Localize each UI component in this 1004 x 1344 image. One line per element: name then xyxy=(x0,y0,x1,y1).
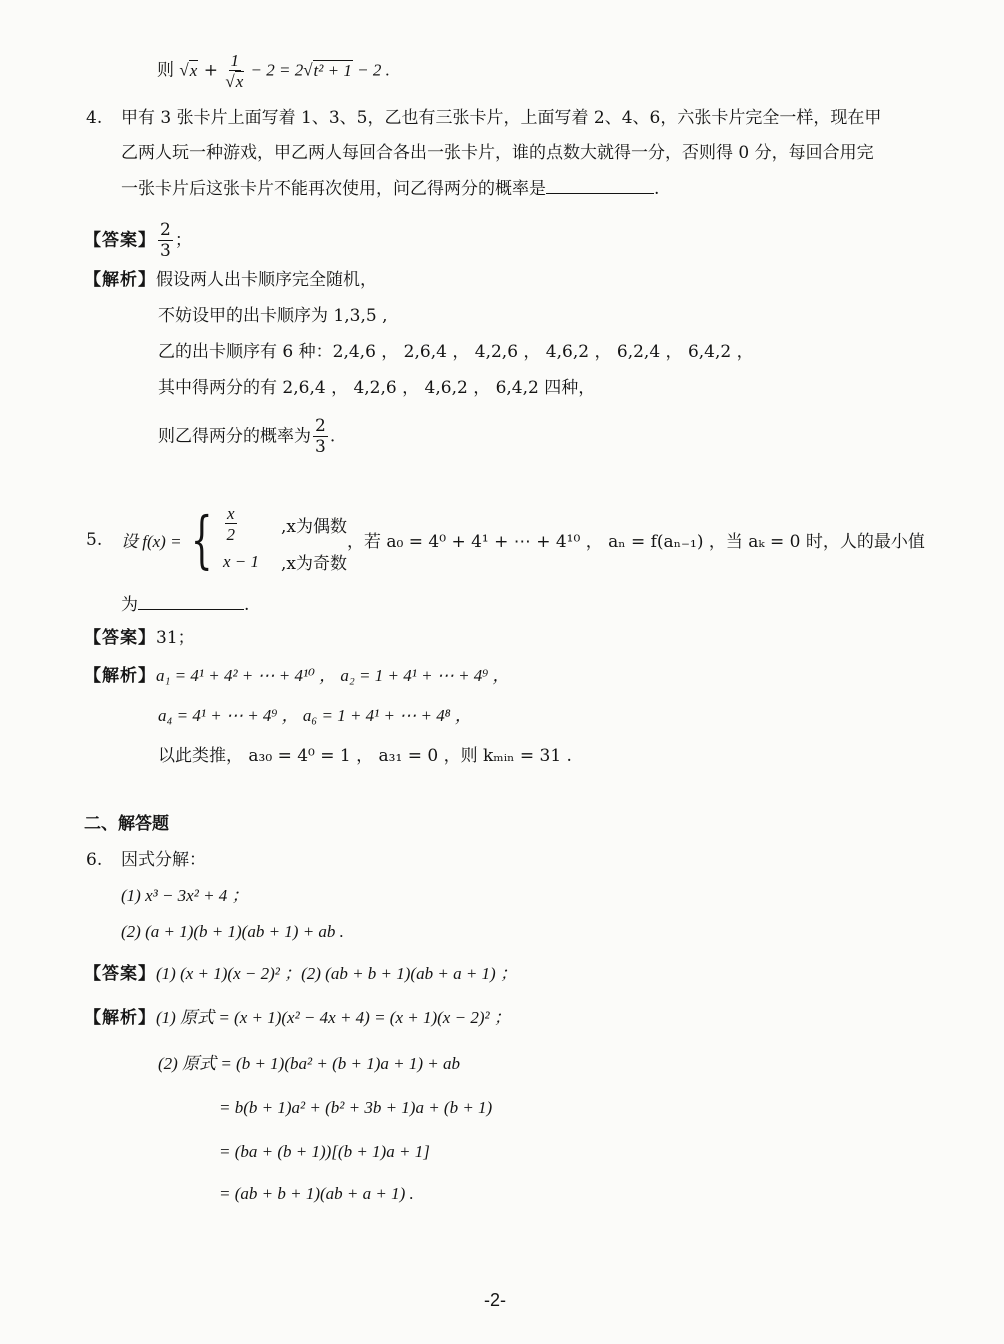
sqrt-x: x xyxy=(189,60,198,80)
continuation-equation: 则 √x + $\frac{1}{√x}$ − 2 = 2√t² + 1 − 2 . xyxy=(157,51,390,91)
fraction-one-over-sqrt-x: $\frac{1}{√x}$ xyxy=(225,51,244,91)
q5-analysis-2: a₄ = 4¹ + ⋯ + 4⁹ ， a₆ = 1 + 4¹ + ⋯ + 4⁸ ， xyxy=(158,706,472,725)
q6-analysis-3: = b(b + 1)a² + (b² + 3b + 1)a + (b + 1) xyxy=(219,1098,493,1117)
q6-part-1: (1) x³ − 3x² + 4 ； xyxy=(121,886,249,905)
q5-line-2: 为 . xyxy=(121,591,249,617)
piecewise-function xyxy=(182,502,348,576)
q6-analysis-1: 【解析】(1) 原式 = (x + 1)(x² − 4x + 4) = (x + 1)(x − 2)² ； xyxy=(84,1008,511,1028)
q5-analysis-1: 【解析】a₁ = 4¹ + 4² + ⋯ + 4¹⁰ ， a₂ = 1 + 4¹ + ⋯ + 4⁹ ， xyxy=(84,666,510,686)
q4-line-1: 甲有 3 张卡片上面写着 1、3、5，乙也有三张卡片，上面写着 2、4、6，六张卡片完全一样，现在甲 xyxy=(121,108,882,128)
q5-statement xyxy=(121,502,925,576)
q5-number: 5. xyxy=(86,530,103,550)
q5-answer: 【答案】31； xyxy=(84,628,195,648)
plus-sign: + xyxy=(198,60,224,81)
q5-analysis-3: 以此类推， a₃₀ = 4⁰ = 1 ， a₃₁ = 0 ，则 kₘᵢₙ = 31 . xyxy=(158,746,572,766)
q4-answer: 【答案】 $\frac{2}{3}$ ； xyxy=(84,220,192,261)
q6-part-2: (2) (a + 1)(b + 1)(ab + 1) + ab . xyxy=(121,922,344,941)
answer-tag: 【答案】 xyxy=(84,964,156,984)
q4-analysis-5: 则乙得两分的概率为 $\frac{2}{3}$ . xyxy=(158,416,336,457)
q4-line-3: 一张卡片后这张卡片不能再次使用，问乙得两分的概率是 . xyxy=(121,175,659,201)
q4-analysis-1: 【解析】假设两人出卡顺序完全随机， xyxy=(84,270,377,290)
q4-analysis-2: 不妨设甲的出卡顺序为 1,3,5 , xyxy=(158,306,388,326)
q6-number: 6. xyxy=(86,850,103,870)
q6-analysis-4: = (ba + (b + 1))[(b + 1)a + 1] xyxy=(219,1142,430,1161)
q4-analysis-4: 其中得两分的有 2,6,4 ， 4,2,6 ， 4,6,2 ， 6,4,2 四种， xyxy=(158,378,596,398)
case-even: $\frac{x}{2}$ ,x为偶数 xyxy=(226,504,348,544)
sqrt-t: t² + 1 xyxy=(313,60,352,80)
q6-title: 因式分解： xyxy=(121,850,206,870)
q6-analysis-5: = (ab + b + 1)(ab + a + 1) . xyxy=(219,1184,414,1203)
answer-tag: 【答案】 xyxy=(84,628,156,648)
section-title: 二、解答题 xyxy=(84,814,169,834)
equation-prefix: 则 xyxy=(157,60,180,81)
analysis-tag: 【解析】 xyxy=(84,270,156,290)
brace-symbol: { xyxy=(190,502,213,576)
sequence-condition: ，若 a₀ = 4⁰ + 4¹ + ⋯ + 4¹⁰ ， aₙ = f(aₙ₋₁) ，当 aₖ = 0 时，人的最小值 xyxy=(347,532,925,552)
q6-analysis-2: (2) 原式 = (b + 1)(ba² + (b + 1)a + 1) + ab xyxy=(158,1054,460,1073)
q4-analysis-3: 乙的出卡顺序有 6 种：2,4,6 ， 2,6,4 ， 4,2,6 ， 4,6,2 ， 6,2,4 ， 6,4,2 ， xyxy=(158,342,754,362)
analysis-tag: 【解析】 xyxy=(84,666,156,686)
function-definition: 设 f(x) = xyxy=(121,532,182,551)
answer-fraction: $\frac{2}{3}$ xyxy=(160,220,171,261)
analysis-tag: 【解析】 xyxy=(84,1008,156,1028)
q6-answer: 【答案】(1) (x + 1)(x − 2)² ；(2) (ab + b + 1)(ab + a + 1) ； xyxy=(84,964,517,984)
answer-tag: 【答案】 xyxy=(84,230,156,251)
equation-middle: − 2 = 2 xyxy=(246,60,304,80)
q4-line-2: 乙两人玩一种游戏，甲乙两人每回合各出一张卡片，谁的点数大就得一分，否则得 0 分，每回合用完 xyxy=(121,143,874,163)
answer-blank xyxy=(546,175,654,194)
q4-number: 4. xyxy=(86,108,103,128)
page-number: -2- xyxy=(484,1290,506,1310)
answer-blank xyxy=(138,591,244,610)
case-odd: x − 1 ,x为奇数 xyxy=(223,551,348,574)
equation-tail: − 2 . xyxy=(352,60,390,80)
probability-fraction: $\frac{2}{3}$ xyxy=(315,416,326,457)
